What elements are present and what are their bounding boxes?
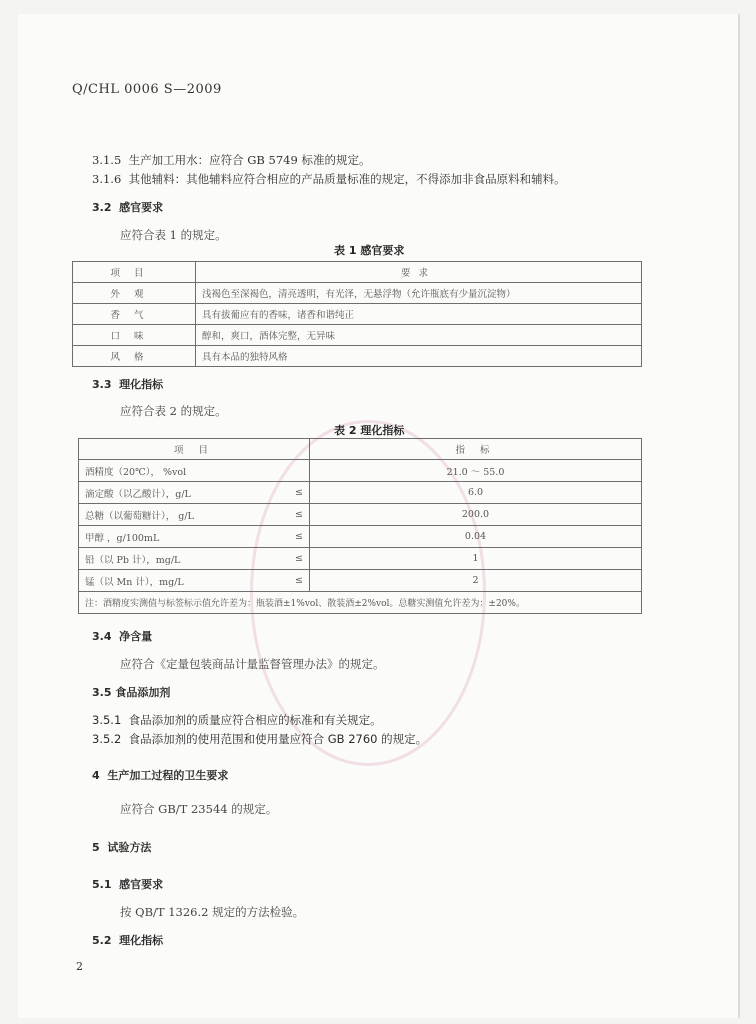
table-cell-comparator: ≤ xyxy=(287,526,310,548)
table-cell-item: 总糖（以葡萄糖计）， g/L xyxy=(79,504,288,526)
table-row xyxy=(79,504,642,526)
table-header-cell: 项目 xyxy=(73,262,196,283)
section-3-2-heading: 3.2 感官要求 xyxy=(92,201,164,214)
table2-physicochemical-indicators xyxy=(78,438,642,614)
table-cell-value: 2 xyxy=(310,570,642,592)
table-cell-value: 1 xyxy=(310,548,642,570)
table-header-cell: 项 目 xyxy=(79,439,310,460)
table-row xyxy=(79,570,642,592)
table1-sensory-requirements xyxy=(72,261,642,367)
table-cell-item: 滴定酸（以乙酸计），g/L xyxy=(79,482,288,504)
table-row xyxy=(73,304,642,325)
section-3-4-body: 应符合《定量包装商品计量监督管理办法》的规定。 xyxy=(120,657,385,671)
clause-3-5-2: 3.5.2 食品添加剂的使用范围和使用量应符合 GB 2760 的规定。 xyxy=(92,732,428,746)
table-cell-item: 甲醇 ，g/100mL xyxy=(79,526,288,548)
table-cell-requirement: 醇和，爽口，酒体完整，无异味 xyxy=(196,325,642,346)
section-5-2-heading: 5.2 理化指标 xyxy=(92,934,164,947)
table-row xyxy=(73,283,642,304)
table-row xyxy=(73,325,642,346)
table-note-row xyxy=(79,592,642,614)
table-cell-value: 200.0 xyxy=(310,504,642,526)
clause-number: 3.1.6 xyxy=(92,172,122,186)
table-cell-comparator xyxy=(287,460,310,482)
table-cell-requirement: 具有本品的独特风格 xyxy=(196,346,642,367)
table-cell-item: 外观 xyxy=(73,283,196,304)
document-id: Q/CHL 0006 S—2009 xyxy=(72,82,222,97)
clause-3-1-6 xyxy=(92,171,566,187)
section-3-4-heading: 3.4 净含量 xyxy=(92,630,153,643)
table-cell-item: 风格 xyxy=(73,346,196,367)
clause-text: 生产加工用水：应符合 GB 5749 标准的规定。 xyxy=(128,153,371,167)
table-row xyxy=(79,482,642,504)
table-cell-requirement: 浅褐色至深褐色，清亮透明，有光泽，无悬浮物（允许瓶底有少量沉淀物） xyxy=(196,283,642,304)
table-cell-value: 6.0 xyxy=(310,482,642,504)
clause-3-5-1: 3.5.1 食品添加剂的质量应符合相应的标准和有关规定。 xyxy=(92,713,382,727)
table-cell-item: 香气 xyxy=(73,304,196,325)
section-5-heading: 5 试验方法 xyxy=(92,841,152,854)
section-3-2-body: 应符合表 1 的规定。 xyxy=(120,228,227,242)
table-cell-item: 酒精度（20℃）， %vol xyxy=(79,460,288,482)
table-cell-comparator: ≤ xyxy=(287,482,310,504)
page-number: 2 xyxy=(76,960,83,973)
table-row xyxy=(79,460,642,482)
table-header-cell: 要求 xyxy=(196,262,642,283)
table-cell-item: 口味 xyxy=(73,325,196,346)
clause-text: 其他辅料：其他辅料应符合相应的产品质量标准的规定，不得添加非食品原料和辅料。 xyxy=(128,172,566,186)
table-cell-item: 铅（以 Pb 计），mg/L xyxy=(79,548,288,570)
table-cell-comparator: ≤ xyxy=(287,548,310,570)
section-4-body: 应符合 GB/T 23544 的规定。 xyxy=(120,802,278,816)
table-cell-requirement: 具有拔葡应有的香味，诸香和谐纯正 xyxy=(196,304,642,325)
table-row xyxy=(79,526,642,548)
table1-caption: 表 1 感官要求 xyxy=(334,244,405,257)
clause-3-1-5 xyxy=(92,152,370,168)
section-5-1-heading: 5.1 感官要求 xyxy=(92,878,164,891)
section-3-5-heading: 3.5 食品添加剂 xyxy=(92,686,171,699)
table-header-row xyxy=(73,262,642,283)
table-row xyxy=(73,346,642,367)
table-header-row xyxy=(79,439,642,460)
section-3-3-body: 应符合表 2 的规定。 xyxy=(120,404,227,418)
table-cell-comparator: ≤ xyxy=(287,504,310,526)
table-header-cell: 指 标 xyxy=(310,439,642,460)
clause-number: 3.1.5 xyxy=(92,153,122,167)
section-4-heading: 4 生产加工过程的卫生要求 xyxy=(92,769,229,782)
table-cell-value: 21.0 ～ 55.0 xyxy=(310,460,642,482)
section-5-1-body: 按 QB/T 1326.2 规定的方法检验。 xyxy=(120,905,305,919)
table-cell-value: 0.04 xyxy=(310,526,642,548)
table2-caption: 表 2 理化指标 xyxy=(334,424,405,437)
section-3-3-heading: 3.3 理化指标 xyxy=(92,378,164,391)
table-cell-comparator: ≤ xyxy=(287,570,310,592)
table-cell-item: 锰（以 Mn 计），mg/L xyxy=(79,570,288,592)
table-row xyxy=(79,548,642,570)
table-note: 注：酒精度实测值与标签标示值允许差为：瓶装酒±1%vol、散装酒±2%vol。总糖实测值允许差为：±20%。 xyxy=(79,592,642,614)
